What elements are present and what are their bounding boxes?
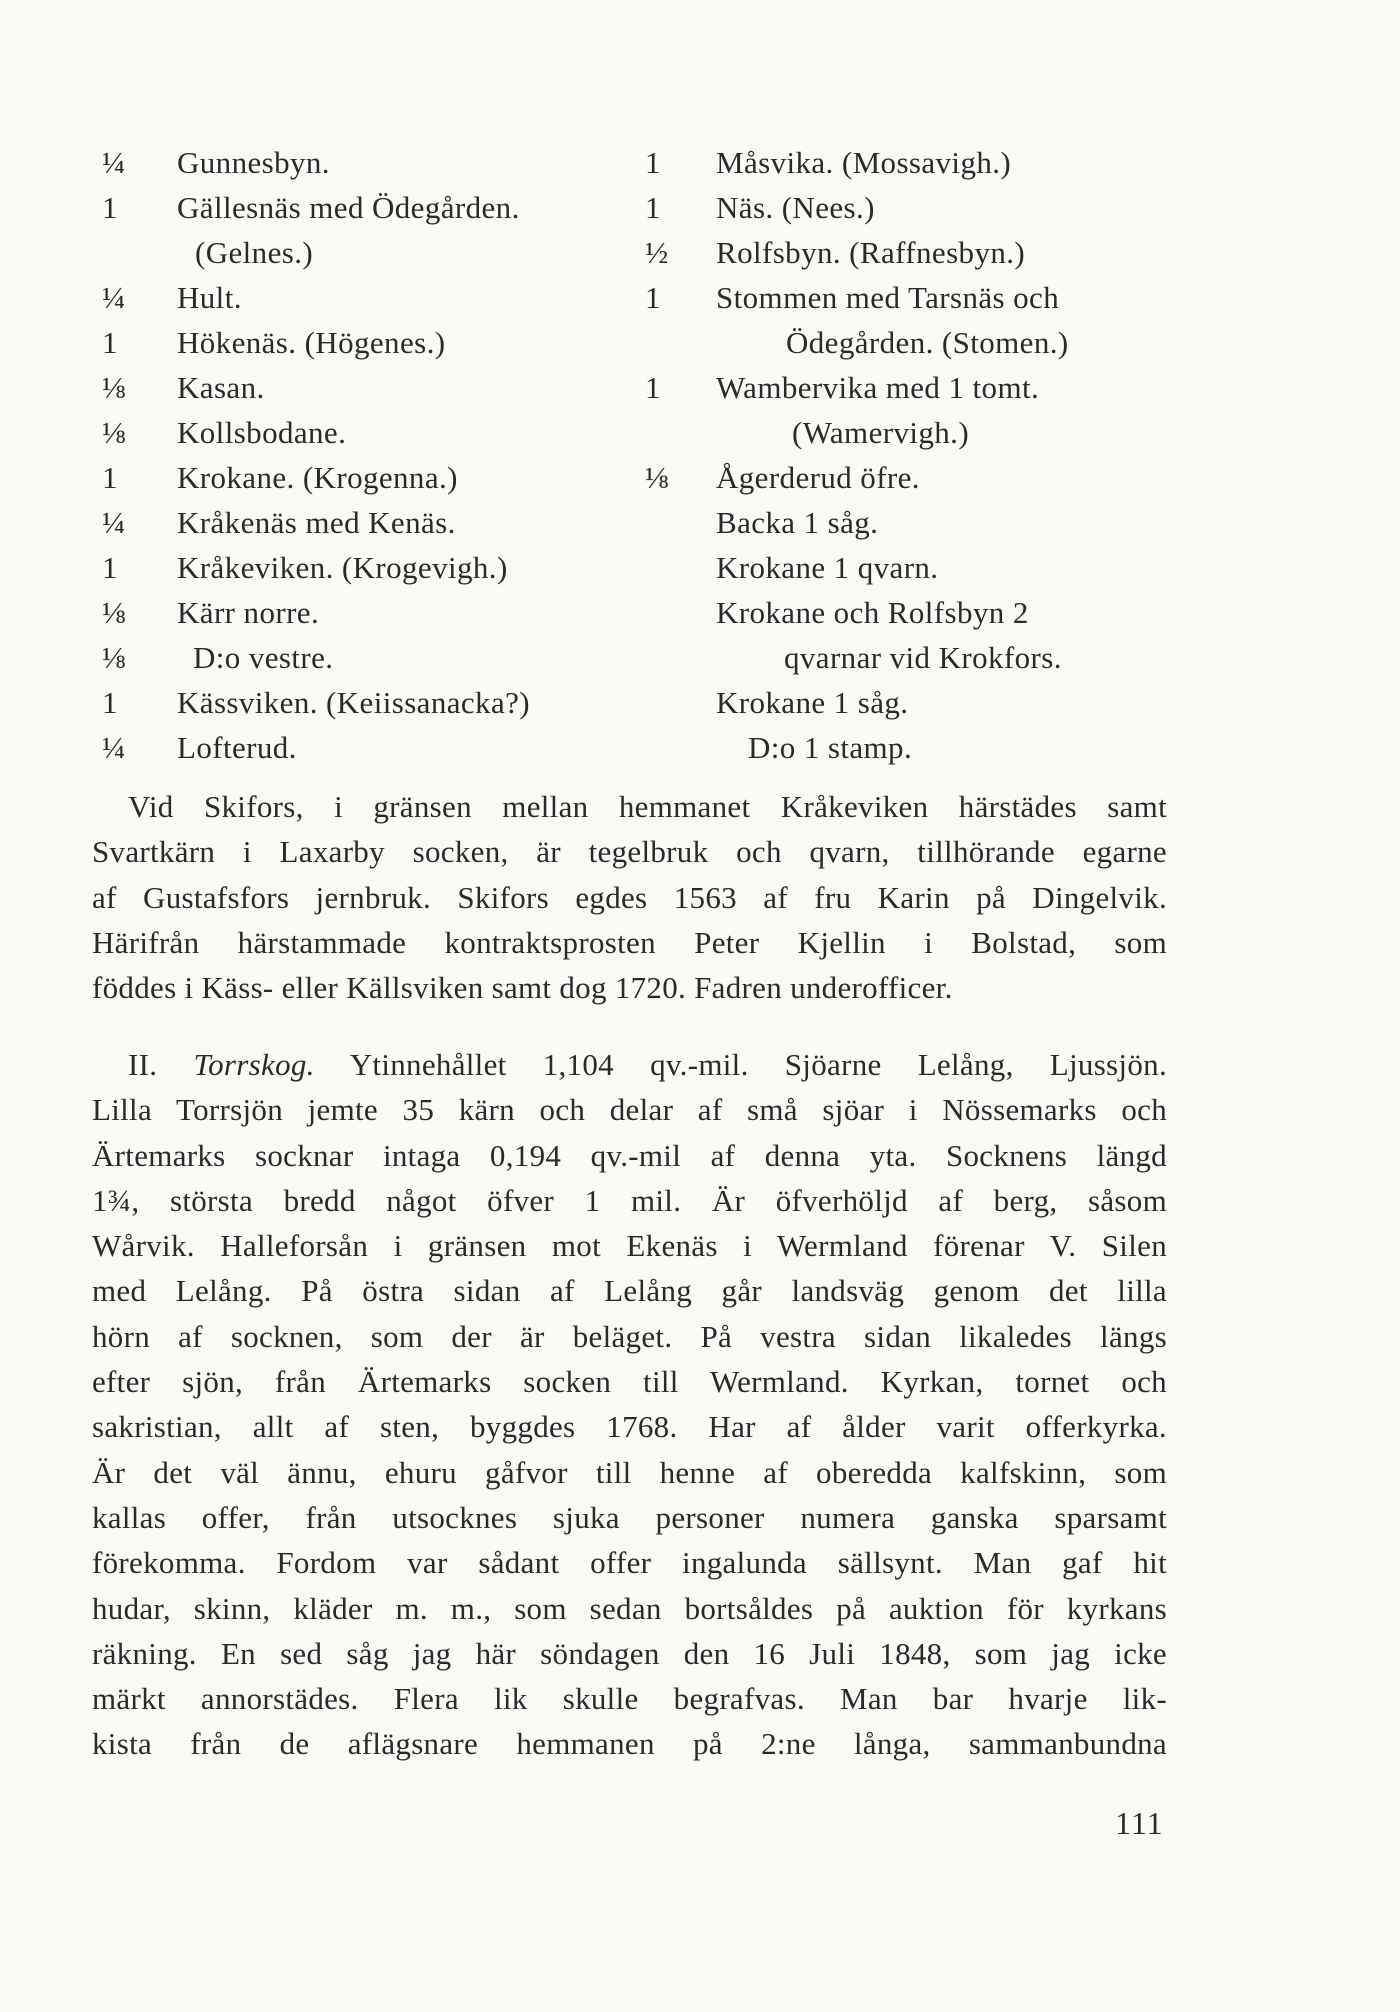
share-fraction: ¼ — [102, 280, 126, 315]
mill-entry: Krokane och Rolfsbyn 2 — [716, 595, 1029, 630]
farm-name: Kråkeviken. (Krogevigh.) — [177, 550, 508, 585]
share-fraction: 1 — [102, 685, 118, 720]
farm-name: Stommen med Tarsnäs och — [716, 280, 1060, 315]
share-fraction: 1 — [102, 550, 118, 585]
farm-name: Gällesnäs med Ödegården. — [177, 190, 520, 225]
farm-name: (Wamervigh.) — [792, 415, 970, 450]
list-item — [645, 725, 1165, 770]
text-line: hörn af socknen, som der är beläget. På vestra sidan likaledes längs — [92, 1318, 1167, 1354]
text-fragment: Ytinnehållet 1,104 qv.-mil. Sjöarne Lelång, Ljussjön. — [349, 1047, 1167, 1082]
text-line: Ärtemarks socknar intaga 0,194 qv.-mil af denna yta. Socknens längd — [92, 1137, 1167, 1173]
list-item — [102, 590, 662, 635]
text-line: Vid Skifors, i gränsen mellan hemmanet Kråkeviken härstädes samt — [128, 789, 1167, 824]
share-fraction: 1 — [645, 190, 661, 225]
share-fraction: ⅛ — [645, 460, 669, 495]
text-line: Lilla Torrsjön jemte 35 kärn och delar af små sjöar i Nössemarks och — [92, 1092, 1167, 1128]
share-fraction: ¼ — [102, 505, 126, 540]
text-line: kallas offer, från utsocknes sjuka personer numera ganska sparsamt — [92, 1499, 1167, 1535]
text-line: af Gustafsfors jernbruk. Skifors egdes 1563 af fru Karin på Dingelvik. — [92, 879, 1167, 915]
text-line: Svartkärn i Laxarby socken, är tegelbruk och qvarn, tillhörande egarne — [92, 834, 1167, 870]
share-fraction: ⅛ — [102, 595, 126, 630]
share-fraction: ¼ — [102, 145, 126, 180]
text-line: sakristian, allt af sten, byggdes 1768. Har af ålder varit offerkyrka. — [92, 1409, 1167, 1445]
farm-name: Gunnesbyn. — [177, 145, 330, 180]
list-item — [102, 455, 662, 500]
text-line: med Lelång. På östra sidan af Lelång går landsväg genom det lilla — [92, 1273, 1167, 1309]
list-item — [102, 365, 662, 410]
share-fraction: 1 — [645, 280, 661, 315]
share-fraction: ⅛ — [102, 415, 126, 450]
farm-name: Hult. — [177, 280, 242, 315]
text-line: efter sjön, från Ärtemarks socken till Wermland. Kyrkan, tornet och — [92, 1364, 1167, 1400]
paragraph-torrskog — [92, 1042, 1167, 1767]
mill-entry: Krokane 1 qvarn. — [716, 550, 939, 585]
list-item — [645, 275, 1165, 320]
list-item — [102, 185, 662, 230]
text-line: föddes i Käss- eller Källsviken samt dog 1720. Fadren underofficer. — [92, 970, 953, 1006]
farm-name: Ödegården. (Stomen.) — [786, 325, 1069, 360]
mill-entry: Backa 1 såg. — [716, 505, 879, 540]
list-item — [645, 545, 1165, 590]
list-item — [102, 320, 662, 365]
share-fraction: ⅛ — [102, 640, 126, 675]
text-line: förekomma. Fordom var sådant offer ingalunda sällsynt. Man gaf hit — [92, 1545, 1167, 1581]
farm-name: Kollsbodane. — [177, 415, 347, 450]
list-item — [102, 500, 662, 545]
list-item — [102, 230, 662, 275]
farm-name: Hökenäs. (Högenes.) — [177, 325, 446, 360]
farm-name: Måsvika. (Mossavigh.) — [716, 145, 1012, 180]
farm-name: (Gelnes.) — [195, 235, 314, 270]
list-item — [102, 140, 662, 185]
farm-name: Wambervika med 1 tomt. — [716, 370, 1040, 405]
paragraph-skifors — [92, 784, 1167, 1010]
list-item — [645, 455, 1165, 500]
farm-list-right — [645, 140, 1165, 770]
text-line: hudar, skinn, kläder m. m., som sedan bortsåldes på auktion för kyrkans — [92, 1590, 1167, 1626]
text-line: kista från de aflägsnare hemmanen på 2:ne långa, sammanbundna — [92, 1726, 1167, 1762]
list-item — [645, 590, 1165, 635]
mill-entry: qvarnar vid Krokfors. — [784, 640, 1062, 675]
list-item — [645, 185, 1165, 230]
section-number: II. — [128, 1047, 158, 1082]
share-fraction: 1 — [102, 325, 118, 360]
share-fraction: 1 — [645, 370, 661, 405]
mill-entry: Krokane 1 såg. — [716, 685, 909, 720]
farm-name: Lofterud. — [177, 730, 297, 765]
list-item — [102, 545, 662, 590]
list-item — [645, 230, 1165, 275]
list-item — [102, 275, 662, 320]
list-item — [645, 320, 1165, 365]
text-line: Härifrån härstammade kontraktsprosten Peter Kjellin i Bolstad, som — [92, 924, 1167, 960]
list-item — [102, 635, 662, 680]
page-number: 111 — [1115, 1805, 1164, 1841]
mill-entry: D:o 1 stamp. — [748, 730, 913, 765]
list-item — [102, 725, 662, 770]
farm-name: Ågerderud öfre. — [716, 460, 920, 495]
list-item — [645, 410, 1165, 455]
farm-name: Kässviken. (Keiissanacka?) — [177, 685, 530, 720]
share-fraction: 1 — [645, 145, 661, 180]
list-item — [645, 365, 1165, 410]
share-fraction: ½ — [645, 235, 669, 270]
share-fraction: ⅛ — [102, 370, 126, 405]
list-item — [645, 635, 1165, 680]
text-line: 1¾, största bredd något öfver 1 mil. Är öfverhöljd af berg, såsom — [92, 1182, 1167, 1218]
farm-list-left — [102, 140, 662, 770]
list-item — [102, 680, 662, 725]
list-item — [645, 500, 1165, 545]
text-line: Wårvik. Halleforsån i gränsen mot Ekenäs i Wermland förenar V. Silen — [92, 1228, 1167, 1264]
farm-name: Kråkenäs med Kenäs. — [177, 505, 456, 540]
farm-name: Rolfsbyn. (Raffnesbyn.) — [716, 235, 1026, 270]
list-item — [645, 680, 1165, 725]
share-fraction: 1 — [102, 190, 118, 225]
share-fraction: 1 — [102, 460, 118, 495]
text-line: märkt annorstädes. Flera lik skulle begrafvas. Man bar hvarje lik- — [92, 1681, 1167, 1717]
section-title: Torrskog. — [193, 1047, 315, 1082]
text-line: räkning. En sed såg jag här söndagen den 16 Juli 1848, som jag icke — [92, 1635, 1167, 1671]
share-fraction: ¼ — [102, 730, 126, 765]
text-line: Är det väl ännu, ehuru gåfvor till henne af oberedda kalfskinn, som — [92, 1454, 1167, 1490]
list-item — [645, 140, 1165, 185]
text-line — [92, 1042, 1167, 1087]
farm-name: Kärr norre. — [177, 595, 320, 630]
farm-name: D:o vestre. — [193, 640, 334, 675]
list-item — [102, 410, 662, 455]
farm-name: Näs. (Nees.) — [716, 190, 875, 225]
farm-name: Krokane. (Krogenna.) — [177, 460, 458, 495]
farm-name: Kasan. — [177, 370, 265, 405]
